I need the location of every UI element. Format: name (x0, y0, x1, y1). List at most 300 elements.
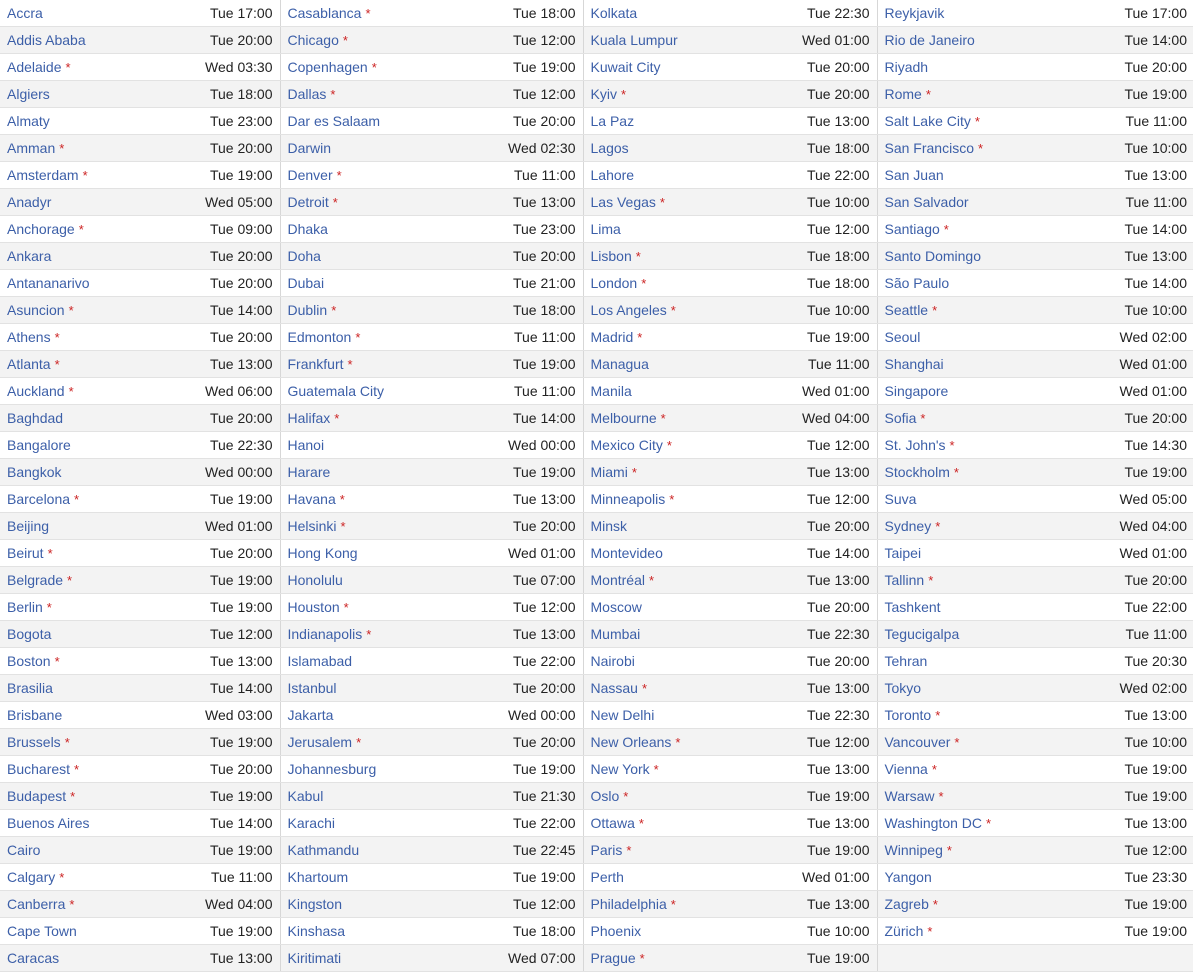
city-link[interactable]: Tashkent (884, 599, 941, 615)
dst-marker: * (67, 573, 73, 588)
city-link[interactable]: Nairobi (590, 653, 635, 669)
time-cell (150, 729, 280, 756)
local-time: Tue 12:00 (512, 32, 576, 48)
table-row (0, 162, 1193, 189)
city-link[interactable]: Santiago (884, 221, 940, 237)
city-cell (0, 135, 150, 162)
city-link[interactable]: Islamabad (287, 653, 353, 669)
dst-marker: * (935, 519, 941, 534)
time-cell (733, 27, 877, 54)
local-time: Tue 10:00 (1124, 734, 1187, 750)
city-link[interactable]: Auckland (7, 383, 65, 399)
local-time: Tue 14:00 (1124, 32, 1187, 48)
time-cell (150, 540, 280, 567)
local-time: Tue 13:00 (512, 194, 576, 210)
time-cell (150, 27, 280, 54)
dst-marker: * (641, 681, 648, 696)
local-time: Tue 20:00 (512, 248, 576, 264)
city-link[interactable]: Karachi (287, 815, 335, 831)
dst-marker: * (78, 222, 84, 237)
city-cell (0, 729, 150, 756)
city-cell (280, 243, 432, 270)
city-link[interactable]: Harare (287, 464, 331, 480)
city-link[interactable]: Montevideo (590, 545, 663, 561)
city-link[interactable]: Nassau (590, 680, 638, 696)
city-link[interactable]: Vienna (884, 761, 928, 777)
dst-marker: * (648, 573, 655, 588)
city-link[interactable]: Houston (287, 599, 340, 615)
time-cell (150, 945, 280, 972)
city-link[interactable]: Hanoi (287, 437, 325, 453)
city-link[interactable]: Budapest (7, 788, 67, 804)
city-link[interactable]: Edmonton (287, 329, 352, 345)
city-cell (280, 189, 432, 216)
table-row (0, 675, 1193, 702)
dst-marker: * (949, 438, 955, 453)
city-link[interactable]: Yangon (884, 869, 932, 885)
city-link[interactable]: Prague (590, 950, 636, 966)
city-link[interactable]: Calgary (7, 869, 56, 885)
city-link[interactable]: Algiers (7, 86, 50, 102)
time-cell (733, 513, 877, 540)
city-link[interactable]: Amman (7, 140, 56, 156)
city-link[interactable]: Rio de Janeiro (884, 32, 975, 48)
city-cell (280, 0, 432, 27)
table-row (0, 702, 1193, 729)
time-cell (1027, 648, 1193, 675)
city-link[interactable]: San Salvador (884, 194, 969, 210)
city-link[interactable]: Zagreb (884, 896, 929, 912)
city-link[interactable]: Jakarta (287, 707, 334, 723)
city-link[interactable]: Belgrade (7, 572, 64, 588)
city-link[interactable]: Dhaka (287, 221, 328, 237)
local-time: Wed 01:00 (205, 518, 273, 534)
dst-marker: * (666, 438, 672, 453)
city-cell (280, 918, 432, 945)
city-link[interactable]: Zürich (884, 923, 924, 939)
local-time: Tue 19:00 (512, 464, 576, 480)
city-link[interactable]: Phoenix (590, 923, 642, 939)
city-link[interactable]: Tehran (884, 653, 928, 669)
time-cell (432, 756, 583, 783)
table-row (0, 189, 1193, 216)
time-cell (432, 324, 583, 351)
city-link[interactable]: Sofia (884, 410, 917, 426)
city-cell (877, 243, 1027, 270)
dst-marker: * (355, 330, 361, 345)
dst-marker: * (670, 303, 676, 318)
time-cell (1027, 945, 1193, 972)
local-time: Tue 22:00 (1124, 599, 1187, 615)
local-time: Tue 10:00 (1124, 140, 1187, 156)
city-link[interactable]: Tegucigalpa (884, 626, 960, 642)
local-time: Tue 11:00 (1125, 113, 1187, 129)
city-link[interactable]: Indianapolis (287, 626, 363, 642)
city-link[interactable]: Addis Ababa (7, 32, 86, 48)
city-link[interactable]: Anchorage (7, 221, 75, 237)
city-link[interactable]: Halifax (287, 410, 331, 426)
city-cell (583, 108, 733, 135)
local-time: Tue 13:00 (209, 356, 273, 372)
time-cell (733, 567, 877, 594)
city-cell (0, 621, 150, 648)
city-link[interactable]: Kabul (287, 788, 324, 804)
city-link[interactable]: Brussels (7, 734, 61, 750)
city-link[interactable]: Montréal (590, 572, 645, 588)
city-link[interactable]: Beijing (7, 518, 50, 534)
city-link[interactable]: New Delhi (590, 707, 655, 723)
city-link[interactable]: Beirut (7, 545, 44, 561)
local-time: Tue 13:00 (512, 491, 576, 507)
table-row (0, 135, 1193, 162)
city-link[interactable]: Sydney (884, 518, 932, 534)
time-cell (1027, 81, 1193, 108)
city-link[interactable]: Stockholm (884, 464, 950, 480)
time-cell (1027, 837, 1193, 864)
local-time: Tue 23:00 (512, 221, 576, 237)
city-cell (280, 621, 432, 648)
dst-marker: * (74, 762, 80, 777)
city-link[interactable]: Dar es Salaam (287, 113, 381, 129)
city-link[interactable]: Singapore (884, 383, 949, 399)
local-time: Tue 20:30 (1124, 653, 1187, 669)
dst-marker: * (943, 222, 949, 237)
city-link[interactable]: San Juan (884, 167, 944, 183)
city-link[interactable]: Shanghai (884, 356, 944, 372)
local-time: Wed 01:00 (508, 545, 576, 561)
city-cell (0, 297, 150, 324)
city-link[interactable]: Rome (884, 86, 922, 102)
city-link[interactable]: Moscow (590, 599, 642, 615)
time-cell (733, 810, 877, 837)
city-link[interactable]: Ottawa (590, 815, 635, 831)
time-cell (432, 378, 583, 405)
city-cell (0, 351, 150, 378)
city-cell (877, 0, 1027, 27)
local-time: Tue 19:00 (209, 599, 273, 615)
city-link[interactable]: Copenhagen (287, 59, 368, 75)
city-link[interactable]: Dallas (287, 86, 327, 102)
time-cell (150, 270, 280, 297)
city-link[interactable]: Havana (287, 491, 336, 507)
city-link[interactable]: Kuala Lumpur (590, 32, 678, 48)
time-cell (733, 135, 877, 162)
city-cell (280, 486, 432, 513)
city-link[interactable]: Miami (590, 464, 628, 480)
local-time: Tue 18:00 (806, 248, 870, 264)
city-link[interactable]: Los Angeles (590, 302, 667, 318)
city-cell (0, 945, 150, 972)
city-link[interactable]: Philadelphia (590, 896, 667, 912)
table-row (0, 891, 1193, 918)
city-link[interactable]: Almaty (7, 113, 50, 129)
dst-marker: * (626, 843, 632, 858)
time-cell (733, 378, 877, 405)
city-link[interactable]: Lima (590, 221, 621, 237)
city-link[interactable]: Darwin (287, 140, 332, 156)
local-time: Tue 20:00 (209, 329, 273, 345)
city-link[interactable]: St. John's (884, 437, 946, 453)
time-cell (733, 108, 877, 135)
local-time: Tue 20:00 (1124, 410, 1187, 426)
time-cell (150, 243, 280, 270)
city-link[interactable]: Guatemala City (287, 383, 384, 399)
time-cell (432, 837, 583, 864)
city-link[interactable]: Hong Kong (287, 545, 358, 561)
city-link[interactable]: Detroit (287, 194, 329, 210)
city-link[interactable]: Kyiv (590, 86, 617, 102)
city-link[interactable]: New York (590, 761, 650, 777)
dst-marker: * (977, 141, 984, 156)
local-time: Tue 13:00 (806, 815, 870, 831)
local-time: Wed 04:00 (205, 896, 273, 912)
city-cell (583, 945, 733, 972)
city-link[interactable]: Riyadh (884, 59, 929, 75)
city-link[interactable]: Antananarivo (7, 275, 90, 291)
city-link[interactable]: Helsinki (287, 518, 337, 534)
time-cell (733, 621, 877, 648)
time-cell (432, 0, 583, 27)
dst-marker: * (925, 87, 931, 102)
city-link[interactable]: New Orleans (590, 734, 672, 750)
city-link[interactable]: Bangalore (7, 437, 71, 453)
city-cell (877, 81, 1027, 108)
time-cell (150, 783, 280, 810)
time-cell (733, 324, 877, 351)
city-link[interactable]: Tallinn (884, 572, 925, 588)
city-link[interactable]: Suva (884, 491, 917, 507)
local-time: Tue 19:00 (512, 761, 576, 777)
city-link[interactable]: Mexico City (590, 437, 663, 453)
table-row (0, 459, 1193, 486)
city-link[interactable]: Canberra (7, 896, 66, 912)
time-cell (432, 702, 583, 729)
city-link[interactable]: Berlin (7, 599, 43, 615)
table-row (0, 918, 1193, 945)
city-link[interactable]: Las Vegas (590, 194, 656, 210)
city-link[interactable]: Kathmandu (287, 842, 360, 858)
city-cell (583, 459, 733, 486)
city-link[interactable]: Honolulu (287, 572, 343, 588)
city-cell (280, 891, 432, 918)
city-link[interactable]: Oslo (590, 788, 620, 804)
city-cell (0, 837, 150, 864)
city-link[interactable]: Toronto (884, 707, 932, 723)
city-link[interactable]: Kolkata (590, 5, 638, 21)
city-link[interactable]: Perth (590, 869, 624, 885)
time-cell (733, 756, 877, 783)
city-link[interactable]: Salt Lake City (884, 113, 971, 129)
dst-marker: * (986, 816, 992, 831)
city-link[interactable]: Athens (7, 329, 51, 345)
time-cell (1027, 567, 1193, 594)
city-link[interactable]: Caracas (7, 950, 60, 966)
city-link[interactable]: Winnipeg (884, 842, 943, 858)
dst-marker: * (675, 735, 681, 750)
city-link[interactable]: Dubai (287, 275, 325, 291)
local-time: Tue 20:00 (209, 545, 273, 561)
city-link[interactable]: Chicago (287, 32, 339, 48)
city-cell (877, 729, 1027, 756)
city-link[interactable]: Anadyr (7, 194, 52, 210)
city-cell (877, 351, 1027, 378)
city-cell (0, 81, 150, 108)
city-link[interactable]: Kinshasa (287, 923, 346, 939)
city-link[interactable]: Brasilia (7, 680, 53, 696)
local-time: Tue 13:00 (209, 653, 273, 669)
local-time: Tue 20:00 (1124, 59, 1187, 75)
local-time: Wed 02:00 (1119, 680, 1187, 696)
city-link[interactable]: Paris (590, 842, 623, 858)
time-cell (733, 432, 877, 459)
city-cell (877, 27, 1027, 54)
city-link[interactable]: Buenos Aires (7, 815, 90, 831)
city-link[interactable]: Ankara (7, 248, 52, 264)
city-cell (0, 459, 150, 486)
time-cell (432, 864, 583, 891)
city-link[interactable]: San Francisco (884, 140, 974, 156)
city-link[interactable]: Vancouver (884, 734, 951, 750)
dst-marker: * (340, 519, 346, 534)
dst-marker: * (68, 303, 74, 318)
city-link[interactable]: Istanbul (287, 680, 337, 696)
city-link[interactable]: Brisbane (7, 707, 63, 723)
local-time: Tue 10:00 (1124, 302, 1187, 318)
city-cell (280, 756, 432, 783)
city-link[interactable]: Cape Town (7, 923, 77, 939)
local-time: Tue 12:00 (209, 626, 273, 642)
table-row (0, 243, 1193, 270)
city-link[interactable]: Seoul (884, 329, 921, 345)
city-link[interactable]: Minsk (590, 518, 628, 534)
city-link[interactable]: Manila (590, 383, 632, 399)
city-link[interactable]: Khartoum (287, 869, 349, 885)
time-cell (150, 189, 280, 216)
city-link[interactable]: Bangkok (7, 464, 62, 480)
city-link[interactable]: London (590, 275, 638, 291)
dst-marker: * (620, 87, 627, 102)
city-cell (877, 135, 1027, 162)
city-cell (583, 891, 733, 918)
time-cell (733, 945, 877, 972)
city-link[interactable]: Minneapolis (590, 491, 666, 507)
time-cell (432, 945, 583, 972)
dst-marker: * (334, 411, 340, 426)
city-link[interactable]: Kiritimati (287, 950, 342, 966)
time-cell (733, 540, 877, 567)
city-cell (877, 837, 1027, 864)
city-link[interactable]: Jerusalem (287, 734, 353, 750)
time-cell (1027, 810, 1193, 837)
city-link[interactable]: Bogota (7, 626, 52, 642)
city-link[interactable]: Frankfurt (287, 356, 344, 372)
local-time: Tue 22:45 (512, 842, 576, 858)
time-cell (733, 297, 877, 324)
time-cell (432, 189, 583, 216)
city-cell (280, 297, 432, 324)
dst-marker: * (69, 897, 75, 912)
city-link[interactable]: Baghdad (7, 410, 64, 426)
city-link[interactable]: Cairo (7, 842, 41, 858)
city-cell (877, 108, 1027, 135)
city-cell (0, 216, 150, 243)
city-link[interactable]: Asuncion (7, 302, 65, 318)
city-link[interactable]: Adelaide (7, 59, 62, 75)
time-cell (432, 108, 583, 135)
city-link[interactable]: Bucharest (7, 761, 71, 777)
city-link[interactable]: Tokyo (884, 680, 922, 696)
city-cell (583, 189, 733, 216)
table-row (0, 54, 1193, 81)
city-link[interactable]: Boston (7, 653, 51, 669)
city-link[interactable]: Managua (590, 356, 649, 372)
city-cell (877, 540, 1027, 567)
city-link[interactable]: Reykjavik (884, 5, 945, 21)
local-time: Tue 19:00 (209, 842, 273, 858)
city-link[interactable]: Warsaw (884, 788, 935, 804)
table-row (0, 648, 1193, 675)
city-link[interactable]: Seattle (884, 302, 929, 318)
city-link[interactable]: Kingston (287, 896, 342, 912)
city-cell (583, 486, 733, 513)
city-link[interactable]: Mumbai (590, 626, 641, 642)
local-time: Tue 13:00 (1124, 707, 1187, 723)
city-link[interactable]: Madrid (590, 329, 634, 345)
local-time: Tue 18:00 (806, 275, 870, 291)
local-time: Tue 20:00 (209, 761, 273, 777)
city-link[interactable]: Barcelona (7, 491, 71, 507)
city-link[interactable]: Washington DC (884, 815, 983, 831)
city-link[interactable]: Melbourne (590, 410, 657, 426)
city-link[interactable]: Lahore (590, 167, 635, 183)
city-link[interactable]: Amsterdam (7, 167, 79, 183)
city-link[interactable]: Lisbon (590, 248, 632, 264)
city-cell (0, 108, 150, 135)
city-link[interactable]: Accra (7, 5, 43, 21)
time-cell (432, 675, 583, 702)
city-cell (877, 378, 1027, 405)
city-link[interactable]: São Paulo (884, 275, 950, 291)
city-cell (280, 162, 432, 189)
local-time: Tue 10:00 (806, 302, 870, 318)
time-cell (1027, 324, 1193, 351)
city-link[interactable]: Casablanca (287, 5, 362, 21)
local-time: Tue 19:00 (1124, 923, 1187, 939)
time-cell (150, 162, 280, 189)
dst-marker: * (637, 330, 643, 345)
time-cell (432, 513, 583, 540)
city-link[interactable]: Dublin (287, 302, 328, 318)
city-link[interactable]: Lagos (590, 140, 629, 156)
time-cell (150, 108, 280, 135)
time-cell (1027, 270, 1193, 297)
city-cell (0, 378, 150, 405)
local-time: Tue 20:00 (512, 113, 576, 129)
time-cell (733, 351, 877, 378)
city-link[interactable]: Doha (287, 248, 321, 264)
city-link[interactable]: Santo Domingo (884, 248, 982, 264)
city-link[interactable]: Taipei (884, 545, 922, 561)
city-link[interactable]: Johannesburg (287, 761, 377, 777)
local-time: Tue 14:00 (209, 680, 273, 696)
table-row (0, 837, 1193, 864)
city-link[interactable]: Denver (287, 167, 333, 183)
city-link[interactable]: La Paz (590, 113, 635, 129)
city-link[interactable]: Atlanta (7, 356, 51, 372)
city-link[interactable]: Kuwait City (590, 59, 661, 75)
dst-marker: * (932, 897, 938, 912)
city-cell (877, 783, 1027, 810)
